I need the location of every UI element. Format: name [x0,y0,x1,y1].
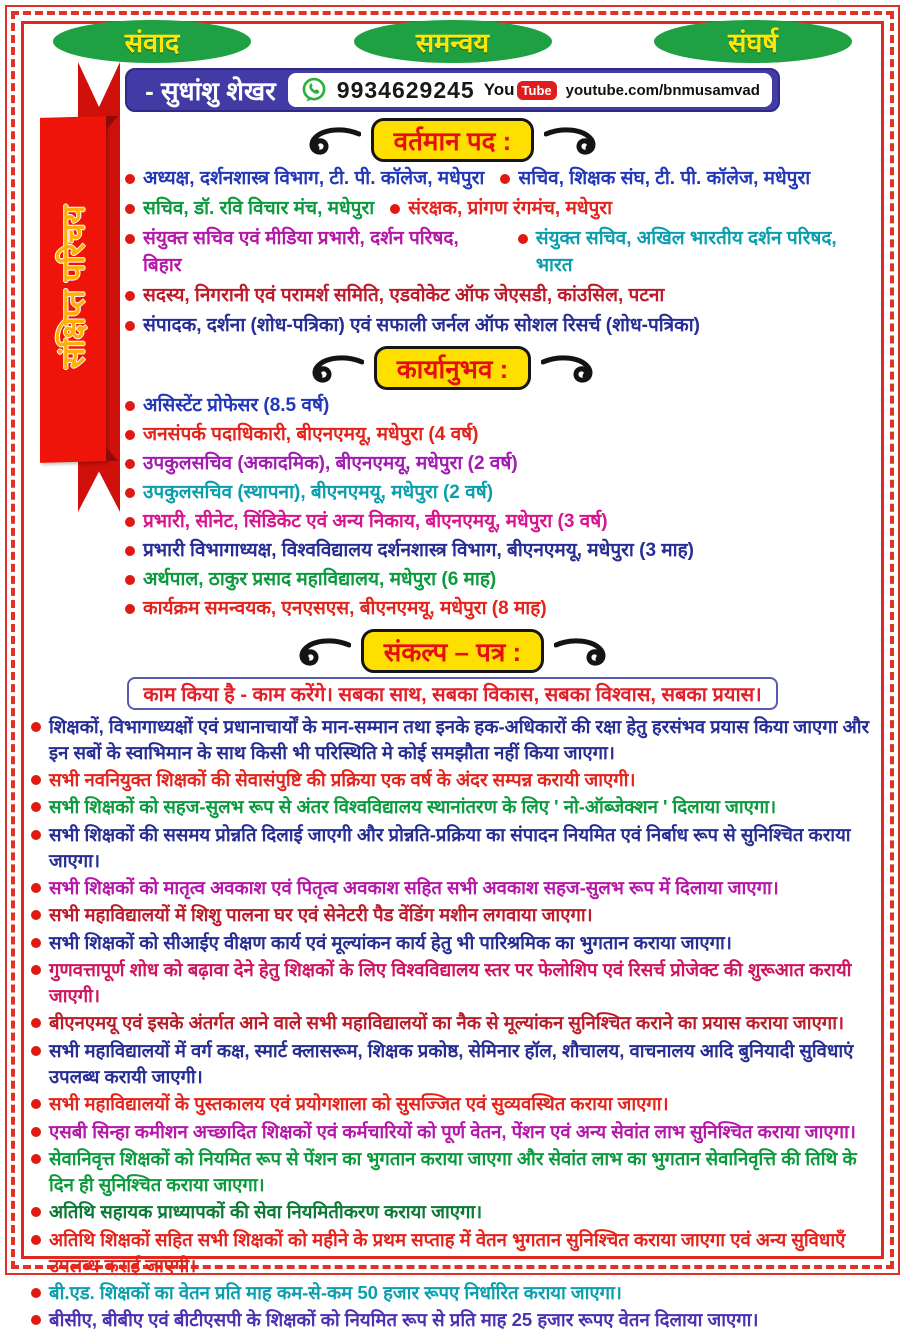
ribbon-label: संक्षिप्त परिचय [56,205,91,369]
bullet-icon [31,910,41,920]
list-item [518,226,878,280]
bullet-icon [31,1127,41,1137]
list-item [31,930,878,956]
list-item-text: संयुक्त सचिव एवं मीडिया प्रभारी, दर्शन परिषद, बिहार [143,227,459,276]
list-item-text: एसबी सिन्हा कमीशन अच्छादित शिक्षकों एवं कर्मचारियों को पूर्ण वेतन, पेंशन एवं अन्य सेवांत लाभ सुनिश्चित कराया जाएगा। [49,1120,856,1142]
bullet-icon [518,234,528,244]
poster-content [27,27,878,1331]
list-item-text: असिस्टेंट प्रोफेसर (8.5 वर्ष) [143,394,330,416]
positions-row [125,226,878,280]
youtube-icon: You Tube [484,80,557,100]
list-item-text: सभी शिक्षकों को सहज-सुलभ रूप से अंतर विश्वविद्यालय स्थानांतरण के लिए ' नो-ऑब्जेक्शन ' दिलाया जाएगा। [49,796,777,818]
experience-list [125,393,878,623]
list-item [31,902,878,928]
list-item-text: बीसीए, बीबीए एवं बीटीएसपी के शिक्षकों को नियमित रूप से प्रति माह 25 हजार रूपए वेतन दिलाया जाएगा। [49,1309,759,1331]
experience-header [27,346,878,390]
positions-row [125,313,878,340]
bullet-icon [125,575,135,585]
list-item-text: सभी शिक्षकों को मातृत्व अवकाश एवं पितृत्व अवकाश सहित सभी अवकाश सहज-सुलभ रूप में दिलाया जाएगा। [49,877,779,899]
list-item-text: अतिथि शिक्षकों सहित सभी शिक्षकों को महीने के प्रथम सप्ताह में वेतन भुगतान सुनिश्चित कराया जाएगा एवं अन्य सुविधाएँ उपलब्ध कराई जाएगी। [49,1228,846,1276]
list-item [125,567,878,594]
list-item-text: सभी महाविद्यालयों में वर्ग कक्ष, स्मार्ट क्लासरूम, शिक्षक प्रकोष्ठ, सेमिनार हॉल, शौचालय, वाचनालय आदि बुनियादी सुविधाएं उपलब्ध करायी जाएगी। [49,1039,854,1088]
list-item [31,1091,878,1117]
bullet-icon [390,204,400,214]
bullet-icon [31,830,41,840]
list-item-text: सभी नवनियुक्त शिक्षकों की सेवासंपुष्टि की प्रक्रिया एक वर्ष के अंदर सम्पन्न करायी जाएगी। [49,769,636,791]
list-item [31,714,878,767]
list-item-text: सेवानिवृत्त शिक्षकों को नियमित रूप से पेंशन का भुगतान कराया जाएगा और सेवांत लाभ का भुगतान सेवानिवृत्ति की तिथि के दिन ही सुनिश्चित कराया जाएगा। [49,1147,857,1196]
list-item [31,794,878,820]
list-item [31,1307,878,1333]
list-item [125,226,502,280]
bullet-icon [31,1288,41,1298]
list-item [390,196,612,223]
list-item [31,822,878,875]
list-item [31,1146,878,1199]
list-item-text: जनसंपर्क पदाधिकारी, बीएनएमयू, मधेपुरा (4 वर्ष) [143,423,479,445]
positions-row [125,166,878,193]
bullet-icon [31,938,41,948]
list-item [31,1010,878,1036]
flourish-right-icon [544,125,598,155]
pledge-slogan: काम किया है - काम करेंगे। सबका साथ, सबका विकास, सबका विश्वास, सबका प्रयास। [127,677,778,710]
bullet-icon [31,802,41,812]
bullet-icon [31,1235,41,1245]
list-item [31,1038,878,1091]
phone-number: 9934629245 [336,76,475,103]
positions-row [125,196,878,223]
list-item [125,196,374,223]
list-item [125,166,484,193]
list-item-text: सभी शिक्षकों की ससमय प्रोन्नति दिलाई जाएगी और प्रोन्नति-प्रक्रिया का संपादन नियमित एवं निर्बाध रूप से सुनिश्चित कराया जाएगा। [49,823,851,871]
list-item-text: अतिथि सहायक प्राध्यापकों की सेवा नियमितीकरण कराया जाएगा। [49,1201,483,1223]
list-item-text: सभी महाविद्यालयों के पुस्तकालय एवं प्रयोगशाला को सुसज्जित एवं सुव्यवस्थित कराया जाएगा। [49,1093,669,1115]
name-contact-bar [125,68,780,112]
youtube-url: youtube.com/bnmusamvad [565,81,760,99]
bullet-icon [31,1018,41,1028]
intro-ribbon [40,62,140,512]
list-item-text: सदस्य, निगरानी एवं परामर्श समिति, एडवोकेट ऑफ जेएसडी, कांउसिल, पटना [143,284,665,306]
bullet-icon [125,604,135,614]
list-item [125,313,700,340]
list-item-text: उपकुलसचिव (स्थापना), बीएनएमयू, मधेपुरा (2 वर्ष) [143,481,494,503]
list-item-text: बीएनएमयू एवं इसके अंतर्गत आने वाले सभी महाविद्यालयों का नैक से मूल्यांकन सुनिश्चित कराने का प्रयास कराया जाएगा। [49,1012,845,1034]
list-item [125,480,878,507]
list-item [31,875,878,901]
list-item-text: शिक्षकों, विभागाध्यक्षों एवं प्रधानाचार्यों के मान-सम्मान तथा इनके हक-अधिकारों की रक्षा हेतु हरसंभव प्रयास किया जाएगा और इन सबों के स्वाभिमान के साथ किसी भी परिस्थिति मे कोई समझौता नहीं किया जाएगा। [49,715,870,763]
list-item [125,283,664,310]
bullet-icon [125,517,135,527]
list-item-text: गुणवत्तापूर्ण शोध को बढ़ावा देने हेतु शिक्षकों के लिए विश्वविद्यालय स्तर पर फेलोशिप एवं रिसर्च प्रोजेक्ट की शुरूआत करायी जाएगी। [49,958,852,1007]
positions-row [125,283,878,310]
bullet-icon [31,1207,41,1217]
list-item [125,422,878,449]
bullet-icon [31,1099,41,1109]
list-item [31,1280,878,1306]
list-item-text: सभी शिक्षकों को सीआईए वीक्षण कार्य एवं मूल्यांकन कार्य हेतु भी पारिश्रमिक का भुगतान कराया जाएगा। [49,931,732,953]
bullet-icon [31,1154,41,1164]
slogan-ovals [27,20,878,63]
list-item [31,957,878,1010]
list-item-text: बी.एड. शिक्षकों का वेतन प्रति माह कम-से-कम 50 हजार रूपए निर्धारित कराया जाएगा। [49,1282,622,1304]
list-item [125,596,878,623]
list-item [31,1227,878,1280]
oval-sangharsh: संघर्ष [654,20,852,63]
bullet-icon [125,546,135,556]
section-title-experience: कार्यानुभव : [374,346,532,390]
list-item [31,767,878,793]
flourish-left-icon [310,353,364,383]
section-title-positions: वर्तमान पद : [371,118,535,162]
contact-box [288,73,772,107]
pledge-header [27,629,878,673]
list-item [125,538,878,565]
bullet-icon [31,1046,41,1056]
bullet-icon [31,775,41,785]
list-item-text: संरक्षक, प्रांगण रंगमंच, मधेपुरा [408,197,612,219]
list-item-text: सचिव, डॉ. रवि विचार मंच, मधेपुरा [143,197,375,219]
flourish-right-icon [554,636,608,666]
list-item-text: सचिव, शिक्षक संघ, टी. पी. कॉलेज, मधेपुरा [518,168,811,189]
list-item-text: प्रभारी विभागाध्यक्ष, विश्वविद्यालय दर्शनशास्त्र विभाग, बीएनएमयू, मधेपुरा (3 माह) [143,539,694,561]
list-item [500,166,810,193]
section-title-pledge: संकल्प – पत्र : [361,629,544,673]
flourish-left-icon [307,125,361,155]
bullet-icon [500,174,510,184]
list-item-text: उपकुलसचिव (अकादमिक), बीएनएमयू, मधेपुरा (2 वर्ष) [143,452,518,474]
pledge-list [31,714,878,1334]
oval-samvad: संवाद [53,20,251,63]
current-positions-header [27,118,878,162]
flourish-right-icon [541,353,595,383]
bullet-icon [31,1315,41,1325]
current-positions-list [125,166,878,340]
list-item-text: प्रभारी, सीनेट, सिंडिकेट एवं अन्य निकाय, बीएनएमयू, मधेपुरा (3 वर्ष) [143,510,608,532]
list-item-text: कार्यक्रम समन्वयक, एनएसएस, बीएनएमयू, मधेपुरा (8 माह) [143,597,547,619]
oval-samanvay: समन्वय [354,20,552,63]
candidate-name: - सुधांशु शेखर [145,76,276,106]
bullet-icon [31,722,41,732]
list-item-text: अध्यक्ष, दर्शनशास्त्र विभाग, टी. पी. कॉलेज, मधेपुरा [143,168,485,189]
flourish-left-icon [297,636,351,666]
bullet-icon [31,883,41,893]
list-item-text: सभी महाविद्यालयों में शिशु पालना घर एवं सेनेटरी पैड वेंडिंग मशीन लगवाया जाएगा। [49,904,593,926]
list-item [125,451,878,478]
list-item [31,1199,878,1225]
whatsapp-icon [300,76,328,104]
list-item-text: संयुक्त सचिव, अखिल भारतीय दर्शन परिषद, भारत [535,227,837,276]
list-item-text: अर्थपाल, ठाकुर प्रसाद महाविद्यालय, मधेपुरा (6 माह) [143,568,497,590]
bullet-icon [31,965,41,975]
list-item [125,393,878,420]
list-item-text: संपादक, दर्शना (शोध-पत्रिका) एवं सफाली जर्नल ऑफ सोशल रिसर्च (शोध-पत्रिका) [143,314,701,336]
list-item [31,1119,878,1145]
list-item [125,509,878,536]
